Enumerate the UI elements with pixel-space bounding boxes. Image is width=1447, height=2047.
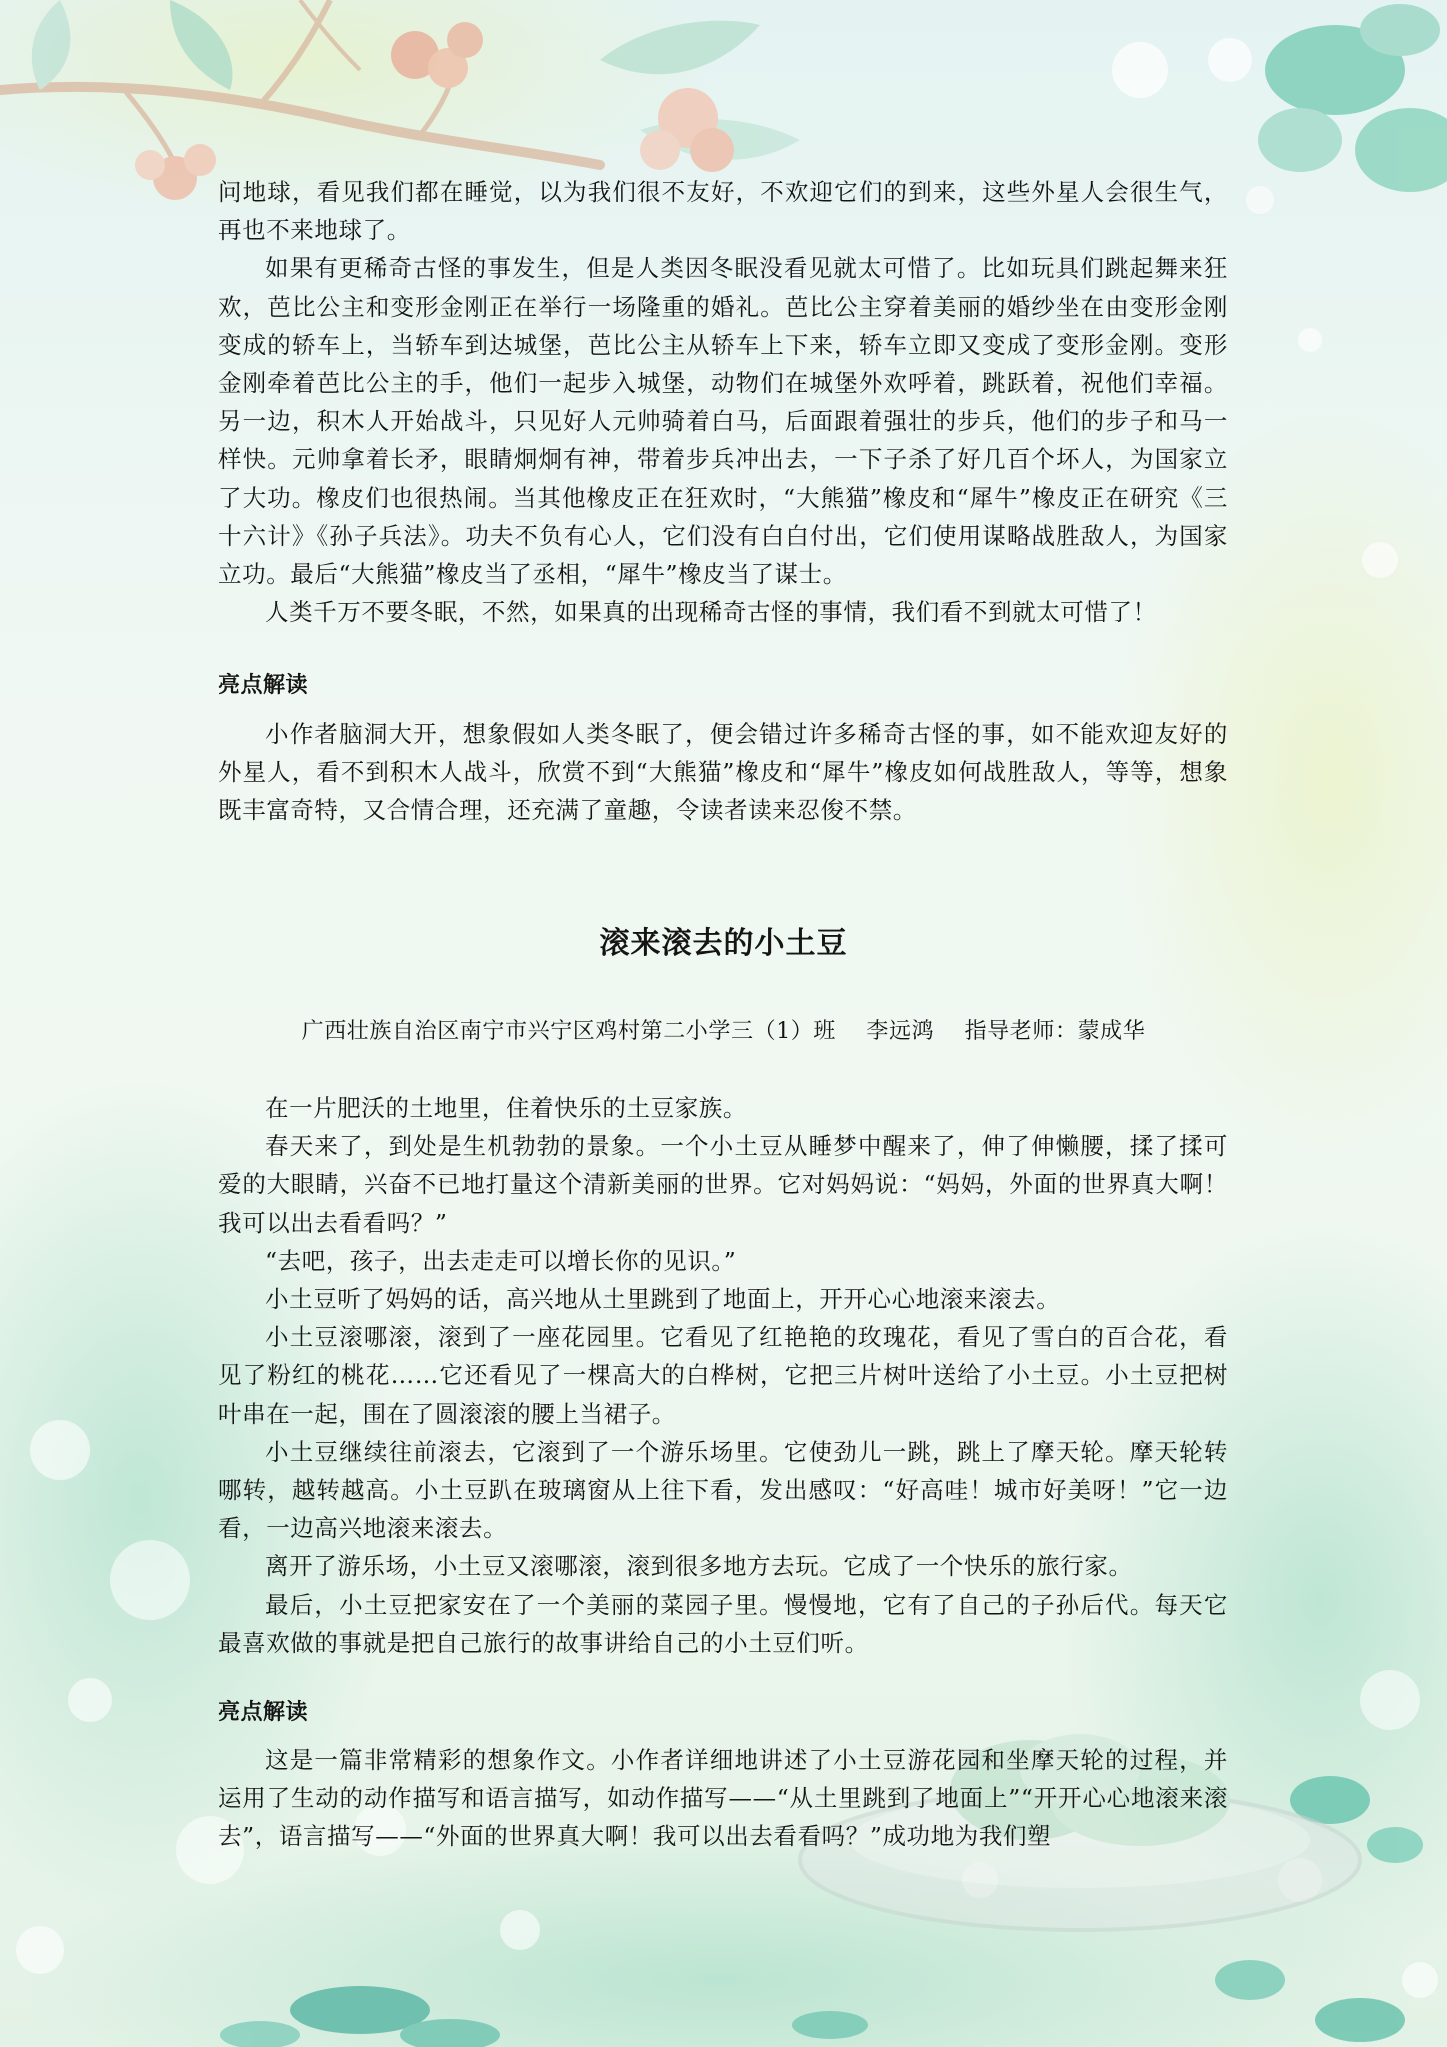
- essay-byline: [0, 1014, 1447, 1045]
- highlight-heading: 亮点解读: [218, 673, 309, 698]
- paragraph: 春天来了，到处是生机勃勃的景象。一个小土豆从睡梦中醒来了，伸了伸懒腰，揉了揉可爱的大眼睛，兴奋不已地打量这个清新美丽的世界。它对妈妈说：“妈妈，外面的世界真大啊！我可以出去看看吗？”: [218, 1132, 1228, 1237]
- paragraph: 小作者脑洞大开，想象假如人类冬眠了，便会错过许多稀奇古怪的事，如不能欢迎友好的外星人，看不到积木人战斗，欣赏不到“大熊猫”橡皮和“犀牛”橡皮如何战胜敌人，等等，想象既丰富奇特，又合情合理，还充满了童趣，令读者读来忍俊不禁。: [218, 720, 1228, 825]
- essay-body: [218, 1089, 1228, 1662]
- paragraph: 如果有更稀奇古怪的事发生，但是人类因冬眠没看见就太可惜了。比如玩具们跳起舞来狂欢，芭比公主和变形金刚正在举行一场隆重的婚礼。芭比公主穿着美丽的婚纱坐在由变形金刚变成的轿车上，当轿车到达城堡，芭比公主从轿车上下来，轿车立即又变成了变形金刚。变形金刚牵着芭比公主的手，他们一起步入城堡，动物们在城堡外欢呼着，跳跃着，祝他们幸福。另一边，积木人开始战斗，只见好人元帅骑着白马，后面跟着强壮的步兵，他们的步子和马一样快。元帅拿着长矛，眼睛炯炯有神，带着步兵冲出去，一下子杀了好几百个坏人，为国家立了大功。橡皮们也很热闹。当其他橡皮正在狂欢时，“大熊猫”橡皮和“犀牛”橡皮正在研究《三十六计》《孙子兵法》。功夫不负有心人，它们没有白白付出，它们使用谋略战胜敌人，为国家立功。最后“大熊猫”橡皮当了丞相，“犀牛”橡皮当了谋士。: [218, 254, 1228, 589]
- paragraph: 小土豆继续往前滚去，它滚到了一个游乐场里。它使劲儿一跳，跳上了摩天轮。摩天轮转哪转，越转越高。小土豆趴在玻璃窗从上往下看，发出感叹：“好高哇！城市好美呀！”它一边看，一边高兴地滚来滚去。: [218, 1437, 1228, 1543]
- highlight-commentary: [218, 1741, 1228, 1856]
- byline-author: 李远鸿: [866, 1019, 935, 1044]
- byline-school: 广西壮族自治区南宁市兴宁区鸡村第二小学三（1）班: [301, 1019, 837, 1044]
- paragraph: 人类千万不要冬眠，不然，如果真的出现稀奇古怪的事情，我们看不到就太可惜了！: [265, 598, 1157, 627]
- highlight-commentary: [218, 715, 1228, 830]
- paragraph: 这是一篇非常精彩的想象作文。小作者详细地讲述了小土豆游花园和坐摩天轮的过程，并运用了生动的动作描写和语言描写，如动作描写——“从土里跳到了地面上”“开开心心地滚来滚去”，语言描写——“外面的世界真大啊！我可以出去看看吗？”成功地为我们塑: [218, 1746, 1228, 1851]
- paragraph: 离开了游乐场，小土豆又滚哪滚，滚到很多地方去玩。它成了一个快乐的旅行家。: [265, 1552, 1133, 1581]
- paragraph: 问地球，看见我们都在睡觉，以为我们很不友好，不欢迎它们的到来，这些外星人会很生气，再也不来地球了。: [218, 178, 1228, 245]
- highlight-heading: 亮点解读: [218, 1700, 309, 1725]
- paragraph: 小土豆听了妈妈的话，高兴地从土里跳到了地面上，开开心心地滚来滚去。: [265, 1285, 1061, 1314]
- byline-teacher: 指导老师：蒙成华: [964, 1019, 1146, 1044]
- paragraph: 最后，小土豆把家安在了一个美丽的菜园子里。慢慢地，它有了自己的子孙后代。每天它最喜欢做的事就是把自己旅行的故事讲给自己的小土豆们听。: [218, 1590, 1228, 1657]
- previous-essay-body: [218, 173, 1228, 631]
- paragraph: “去吧，孩子，出去走走可以增长你的见识。”: [265, 1246, 737, 1275]
- paragraph: 在一片肥沃的土地里，住着快乐的土豆家族。: [265, 1094, 747, 1122]
- paragraph: 小土豆滚哪滚，滚到了一座花园里。它看见了红艳艳的玫瑰花，看见了雪白的百合花，看见了粉红的桃花……它还看见了一棵高大的白桦树，它把三片树叶送给了小土豆。小土豆把树叶串在一起，围在了圆滚滚的腰上当裙子。: [218, 1323, 1228, 1428]
- essay-title: 滚来滚去的小土豆: [599, 926, 848, 961]
